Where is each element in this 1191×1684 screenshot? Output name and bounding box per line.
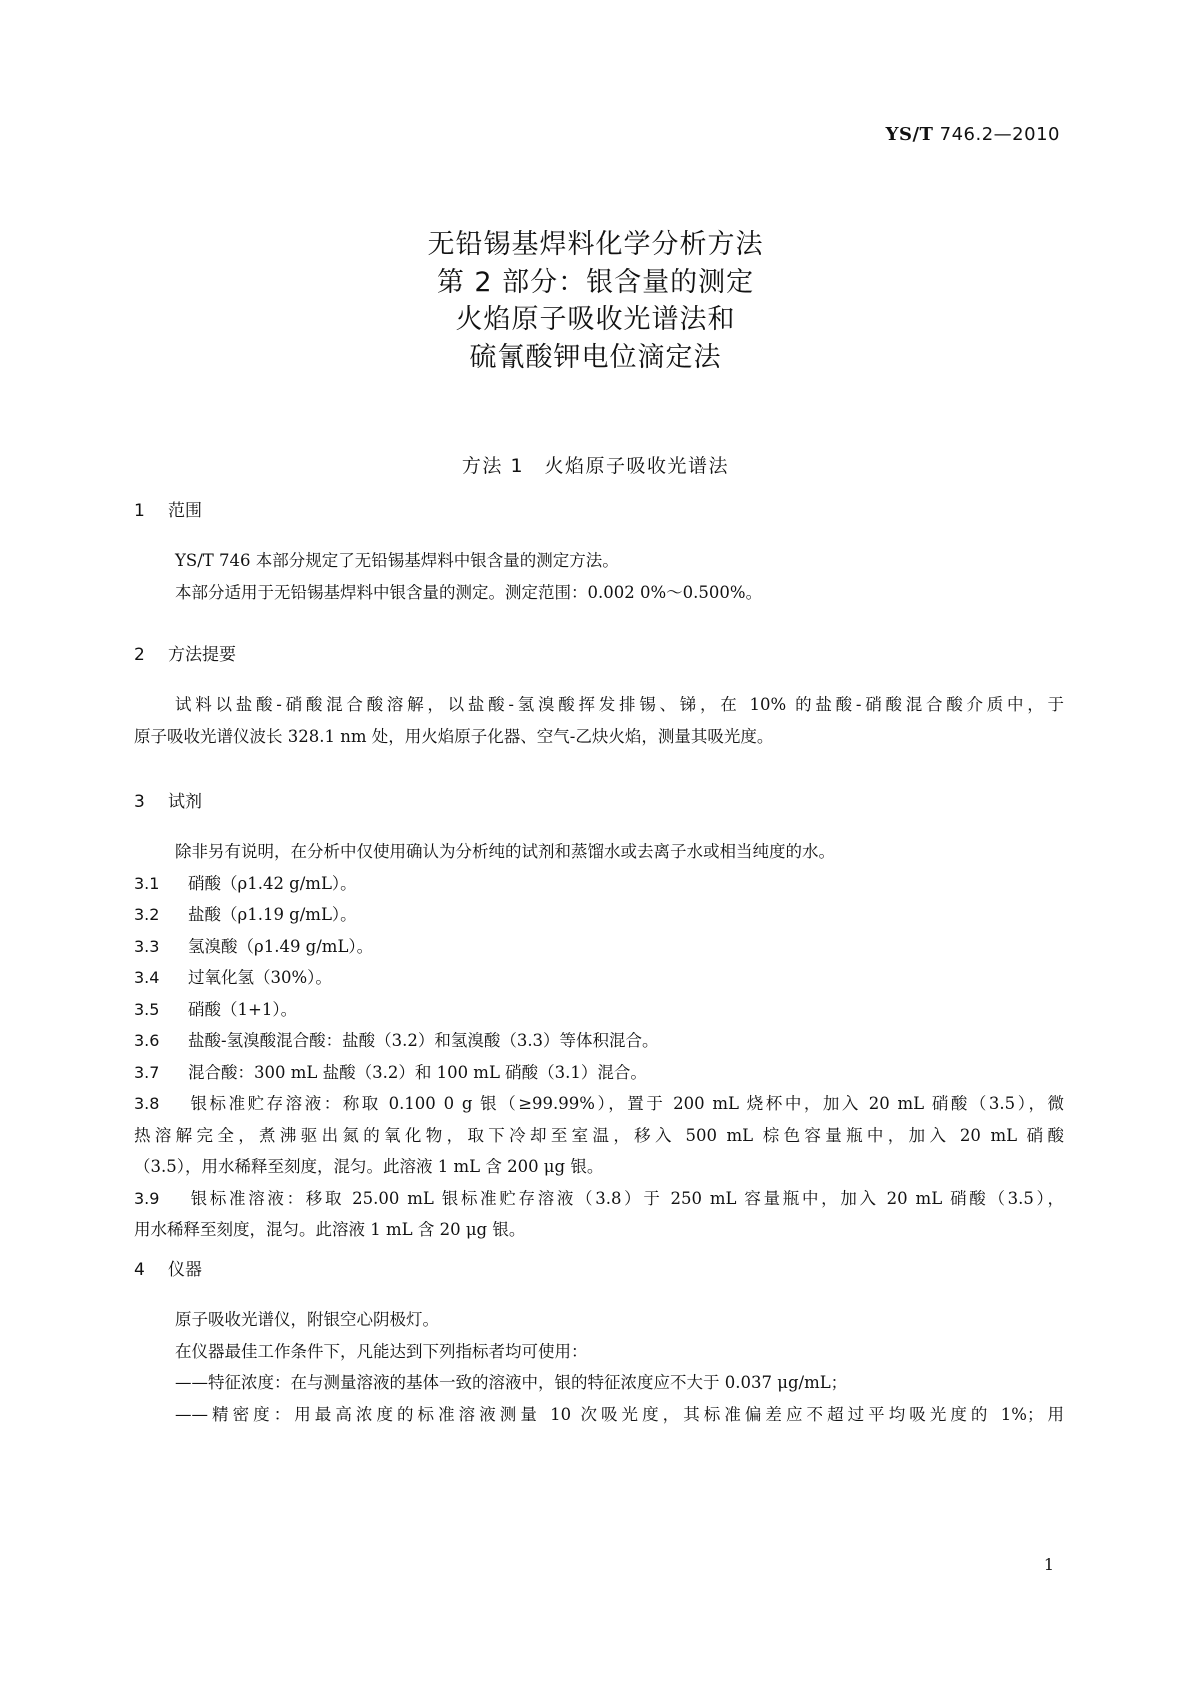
- title-line: 无铅锡基焊料化学分析方法: [427, 229, 764, 260]
- section-title: 方法提要: [168, 645, 236, 665]
- clause-number: 3.2: [134, 905, 160, 924]
- clause-number: 3.4: [134, 968, 160, 987]
- clause-continuation: 热溶解完全，煮沸驱出氮的氧化物，取下冷却至室温，移入 500 mL 棕色容量瓶中，加入 20 mL 硝酸: [134, 1125, 1064, 1145]
- section-number: 1: [134, 501, 145, 521]
- method-heading: 方法 1 火焰原子吸收光谱法: [461, 455, 730, 477]
- clause-text: 硝酸（1+1）。: [188, 999, 298, 1019]
- clause-text: 混合酸：300 mL 盐酸（3.2）和 100 mL 硝酸（3.1）混合。: [188, 1062, 647, 1082]
- section-body-scope: [134, 545, 1064, 608]
- section-title: 范围: [168, 501, 202, 521]
- clause-number: 3.5: [134, 999, 160, 1019]
- section-body-principle: [134, 689, 1064, 752]
- clause-text: 氢溴酸（ρ1.49 g/mL）。: [188, 936, 374, 956]
- standard-code: [886, 124, 1060, 145]
- clause-number: 3.6: [134, 1031, 160, 1050]
- clause-number: 3.3: [134, 936, 160, 956]
- clause-3-9: [134, 1183, 1064, 1215]
- paragraph-line: 除非另有说明，在分析中仅使用确认为分析纯的试剂和蒸馏水或去离子水或相当纯度的水。: [175, 842, 835, 861]
- paragraph-line: YS/T 746 本部分规定了无铅锡基焊料中银含量的测定方法。: [175, 551, 619, 570]
- title-line: 硫氰酸钾电位滴定法: [469, 341, 722, 373]
- section-heading-reagents: [134, 787, 202, 812]
- list-item: ——精密度：用最高浓度的标准溶液测量 10 次吸光度，其标准偏差应不超过平均吸光度的 1%；用: [175, 1404, 1064, 1424]
- clause-3-5: [134, 994, 1064, 1026]
- clause-number: 3.8: [134, 1094, 160, 1113]
- paragraph-line: 本部分适用于无铅锡基焊料中银含量的测定。测定范围：0.002 0%～0.500%。: [175, 582, 763, 602]
- title-line: 第 2 部分：银含量的测定: [436, 266, 755, 298]
- clause-3-8: [134, 1088, 1064, 1120]
- title-line: 火焰原子吸收光谱法和: [455, 304, 736, 335]
- clause-text: 银标准溶液：移取 25.00 mL 银标准贮存溶液（3.8）于 250 mL 容量瓶中，加入 20 mL 硝酸（3.5），: [188, 1188, 1064, 1208]
- paragraph-line: 原子吸收光谱仪，附银空心阴极灯。: [175, 1310, 439, 1329]
- page-number: 1: [1043, 1555, 1054, 1574]
- standard-prefix: YS/T: [885, 124, 934, 145]
- document-title: [0, 226, 1191, 376]
- clause-text: 盐酸-氢溴酸混合酸：盐酸（3.2）和氢溴酸（3.3）等体积混合。: [188, 1031, 659, 1050]
- section-heading-scope: [134, 496, 202, 521]
- section-heading-principle: [134, 640, 236, 665]
- clause-continuation: （3.5），用水稀释至刻度，混匀。此溶液 1 mL 含 200 μg 银。: [134, 1157, 604, 1176]
- clause-3-1: [134, 868, 1064, 900]
- clause-3-3: [134, 931, 1064, 963]
- clause-number: 3.7: [134, 1062, 160, 1082]
- paragraph-line: 试料以盐酸-硝酸混合酸溶解，以盐酸-氢溴酸挥发排锡、锑，在 10% 的盐酸-硝酸混合酸介质中，于: [175, 695, 1064, 714]
- section-number: 3: [134, 792, 145, 812]
- clause-text: 盐酸（ρ1.19 g/mL）。: [188, 905, 357, 924]
- clause-3-6: [134, 1025, 1064, 1057]
- clause-3-2: [134, 899, 1064, 931]
- list-item: ——特征浓度：在与测量溶液的基体一致的溶液中，银的特征浓度应不大于 0.037 μg/mL；: [175, 1373, 848, 1392]
- clause-3-7: [134, 1057, 1064, 1089]
- section-number: 4: [134, 1260, 145, 1280]
- clause-number: 3.1: [134, 873, 160, 893]
- clause-continuation: 用水稀释至刻度，混匀。此溶液 1 mL 含 20 μg 银。: [134, 1220, 526, 1239]
- section-title: 仪器: [168, 1260, 202, 1280]
- clause-3-4: [134, 962, 1064, 994]
- paragraph-line: 在仪器最佳工作条件下，凡能达到下列指标者均可使用：: [175, 1341, 588, 1361]
- paragraph-line: 原子吸收光谱仪波长 328.1 nm 处，用火焰原子化器、空气-乙炔火焰，测量其吸光度。: [134, 726, 774, 746]
- section-title: 试剂: [168, 792, 202, 812]
- section-heading-apparatus: [134, 1255, 202, 1280]
- section-number: 2: [134, 645, 145, 665]
- section-body-apparatus: [134, 1304, 1064, 1430]
- section-body-reagents: [134, 836, 1064, 1246]
- clause-text: 银标准贮存溶液：称取 0.100 0 g 银（≥99.99%），置于 200 mL 烧杯中，加入 20 mL 硝酸（3.5），微: [188, 1094, 1064, 1113]
- clause-text: 硝酸（ρ1.42 g/mL）。: [188, 873, 357, 893]
- clause-number: 3.9: [134, 1188, 160, 1208]
- clause-text: 过氧化氢（30%）。: [188, 968, 332, 987]
- standard-number: 746.2—2010: [939, 124, 1060, 145]
